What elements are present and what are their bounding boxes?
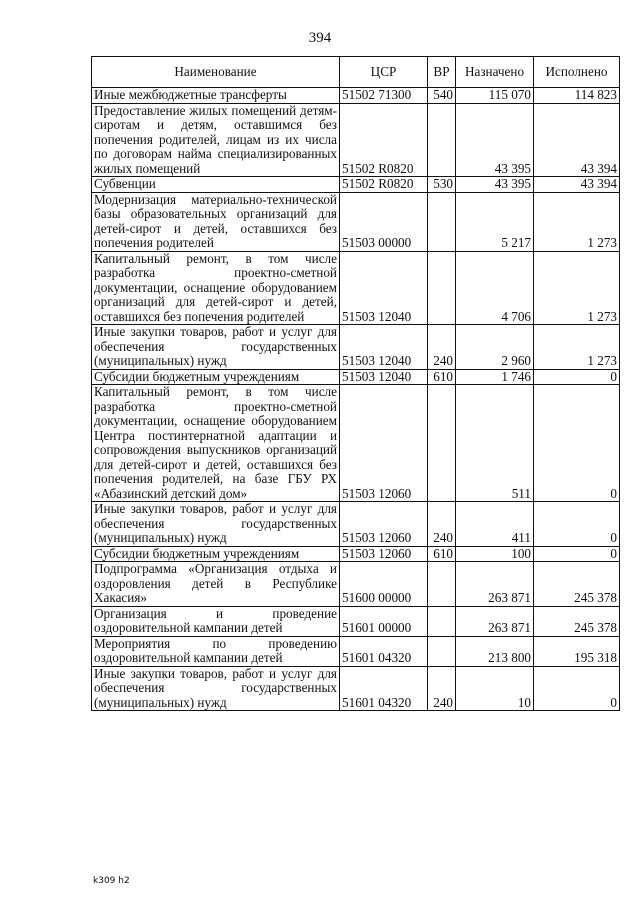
row-vr: [428, 562, 456, 607]
row-planned: 213 800: [456, 636, 534, 666]
row-vr: 240: [428, 666, 456, 711]
row-vr: 610: [428, 546, 456, 562]
row-planned: 263 871: [456, 562, 534, 607]
row-executed: 1 273: [534, 192, 620, 251]
table-row: [92, 325, 620, 370]
table-row: [92, 666, 620, 711]
row-executed: 0: [534, 546, 620, 562]
table-row: [92, 562, 620, 607]
row-csr: 51503 12060: [340, 385, 428, 502]
row-csr: 51600 00000: [340, 562, 428, 607]
row-planned: 411: [456, 502, 534, 547]
row-name: Иные закупки товаров, работ и услуг для обеспечения государственных (муниципальных) нужд: [92, 325, 340, 370]
row-planned: 5 217: [456, 192, 534, 251]
row-executed: 1 273: [534, 325, 620, 370]
row-vr: [428, 192, 456, 251]
row-planned: 4 706: [456, 251, 534, 325]
row-executed: 195 318: [534, 636, 620, 666]
row-csr: 51503 12040: [340, 251, 428, 325]
row-executed: 114 823: [534, 88, 620, 104]
table-row: [92, 546, 620, 562]
row-planned: 100: [456, 546, 534, 562]
row-vr: 540: [428, 88, 456, 104]
row-vr: 530: [428, 177, 456, 193]
table-row: [92, 369, 620, 385]
row-executed: 0: [534, 666, 620, 711]
row-name: Субвенции: [92, 177, 340, 193]
table-row: [92, 502, 620, 547]
row-name: Иные межбюджетные трансферты: [92, 88, 340, 104]
row-name: Организация и проведение оздоровительной кампании детей: [92, 606, 340, 636]
row-name: Модернизация материально-технической базы образовательных организаций для детей-сирот и детей, оставшихся без попечения родителей: [92, 192, 340, 251]
row-planned: 263 871: [456, 606, 534, 636]
row-name: Подпрограмма «Организация отдыха и оздоровления детей в Республике Хакасия»: [92, 562, 340, 607]
row-executed: 43 394: [534, 177, 620, 193]
row-executed: 0: [534, 385, 620, 502]
page-number: 394: [308, 30, 332, 46]
row-vr: [428, 251, 456, 325]
row-name: Иные закупки товаров, работ и услуг для обеспечения государственных (муниципальных) нужд: [92, 666, 340, 711]
footer-code: k309 h2: [93, 876, 130, 886]
row-csr: 51601 04320: [340, 666, 428, 711]
budget-table: [91, 56, 620, 711]
row-name: Иные закупки товаров, работ и услуг для обеспечения государственных (муниципальных) нужд: [92, 502, 340, 547]
row-csr: 51503 00000: [340, 192, 428, 251]
table-row: [92, 606, 620, 636]
row-planned: 1 746: [456, 369, 534, 385]
row-csr: 51502 R0820: [340, 103, 428, 177]
row-planned: 43 395: [456, 103, 534, 177]
row-csr: 51601 04320: [340, 636, 428, 666]
row-name: Субсидии бюджетным учреждениям: [92, 546, 340, 562]
table-row: [92, 636, 620, 666]
table-row: [92, 88, 620, 104]
row-planned: 10: [456, 666, 534, 711]
row-name: Субсидии бюджетным учреждениям: [92, 369, 340, 385]
row-vr: [428, 103, 456, 177]
row-executed: 0: [534, 502, 620, 547]
row-vr: 240: [428, 502, 456, 547]
row-csr: 51502 R0820: [340, 177, 428, 193]
row-executed: 1 273: [534, 251, 620, 325]
table-row: [92, 192, 620, 251]
table-row: [92, 103, 620, 177]
row-executed: 245 378: [534, 562, 620, 607]
row-planned: 115 070: [456, 88, 534, 104]
row-planned: 43 395: [456, 177, 534, 193]
table-row: [92, 177, 620, 193]
row-vr: [428, 636, 456, 666]
row-csr: 51502 71300: [340, 88, 428, 104]
row-name: Капитальный ремонт, в том числе разработка проектно-сметной документации, оснащение оборудованием организаций для детей-сирот и детей, оставшихся без попечения родителей: [92, 251, 340, 325]
header-executed: Исполнено: [534, 57, 620, 88]
row-planned: 2 960: [456, 325, 534, 370]
row-executed: 43 394: [534, 103, 620, 177]
row-csr: 51503 12040: [340, 369, 428, 385]
header-vr: ВР: [428, 57, 456, 88]
row-csr: 51503 12060: [340, 546, 428, 562]
row-vr: 240: [428, 325, 456, 370]
row-csr: 51503 12040: [340, 325, 428, 370]
row-name: Капитальный ремонт, в том числе разработка проектно-сметной документации, оснащение оборудованием Центра постинтернатной адаптации и сопровождения выпускников организаций для детей-сирот и детей, оставшихся без попечения родителей, на базе ГБУ РХ «Абазинский детский дом»: [92, 385, 340, 502]
row-planned: 511: [456, 385, 534, 502]
table-header-row: [92, 57, 620, 88]
row-executed: 0: [534, 369, 620, 385]
row-vr: 610: [428, 369, 456, 385]
header-planned: Назначено: [456, 57, 534, 88]
table-row: [92, 385, 620, 502]
row-name: Предоставление жилых помещений детям-сиротам и детям, оставшимся без попечения родителей, лицам из их числа по договорам найма специализированных жилых помещений: [92, 103, 340, 177]
header-csr: ЦСР: [340, 57, 428, 88]
row-vr: [428, 606, 456, 636]
row-executed: 245 378: [534, 606, 620, 636]
row-vr: [428, 385, 456, 502]
row-csr: 51503 12060: [340, 502, 428, 547]
table-row: [92, 251, 620, 325]
header-name: Наименование: [92, 57, 340, 88]
row-csr: 51601 00000: [340, 606, 428, 636]
row-name: Мероприятия по проведению оздоровительной кампании детей: [92, 636, 340, 666]
